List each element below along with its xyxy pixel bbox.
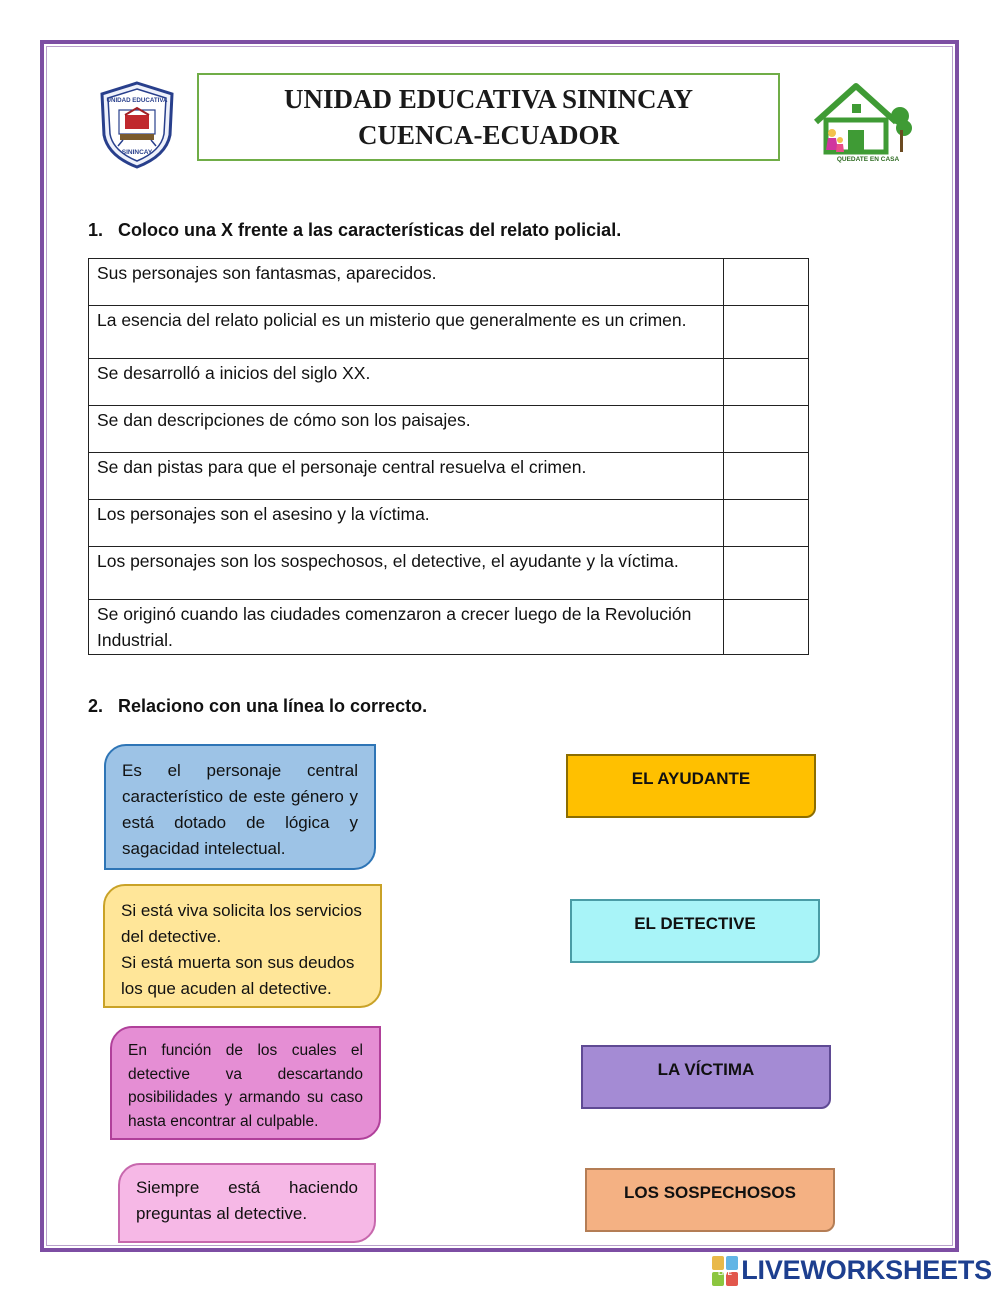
school-title-box: [197, 73, 780, 161]
answer-box-sospechosos[interactable]: [585, 1168, 835, 1232]
description-text: Si está viva solicita los servicios del detective.: [121, 901, 362, 946]
table-row: [89, 306, 809, 359]
table-row: [89, 547, 809, 600]
description-box[interactable]: [110, 1026, 381, 1140]
school-location: CUENCA-ECUADOR: [358, 120, 619, 150]
liveworksheets-brand[interactable]: [712, 1255, 992, 1286]
mark-cell[interactable]: [724, 547, 809, 600]
crest-top-text: UNIDAD EDUCATIVA: [106, 97, 168, 104]
table-row: [89, 453, 809, 500]
answer-label: EL DETECTIVE: [634, 914, 756, 933]
liveworksheets-icon: [712, 1256, 738, 1286]
answer-box-victima[interactable]: [581, 1045, 831, 1109]
table-row: [89, 406, 809, 453]
characteristic-text: Se dan descripciones de cómo son los paisajes.: [89, 406, 724, 453]
description-text: Es el personaje central característico de este género y está dotado de lógica y sagacidad intelectual.: [122, 761, 358, 858]
description-box[interactable]: [118, 1163, 376, 1243]
answer-label: EL AYUDANTE: [631, 769, 751, 788]
table-row: [89, 600, 809, 655]
mark-cell[interactable]: [724, 453, 809, 500]
stay-home-caption: QUEDATE EN CASA: [836, 156, 900, 163]
mark-cell[interactable]: [724, 306, 809, 359]
description-box[interactable]: [103, 884, 382, 1008]
description-text: Si está muerta son sus deudos los que acuden al detective.: [121, 953, 355, 998]
characteristic-text: Se desarrolló a inicios del siglo XX.: [89, 359, 724, 406]
answer-box-ayudante[interactable]: [566, 754, 816, 818]
mark-cell[interactable]: [724, 259, 809, 306]
characteristic-text: Sus personajes son fantasmas, aparecidos.: [89, 259, 724, 306]
mark-cell[interactable]: [724, 500, 809, 547]
table-row: [89, 259, 809, 306]
characteristics-table: [88, 258, 809, 655]
question-2-prompt: Relaciono con una línea lo correcto.: [118, 696, 428, 716]
answer-label: LA VÍCTIMA: [657, 1060, 755, 1079]
mark-cell[interactable]: [724, 600, 809, 655]
question-2-number: 2.: [88, 696, 104, 716]
table-row: [89, 500, 809, 547]
characteristic-text: Se originó cuando las ciudades comenzaron a crecer luego de la Revolución Industrial.: [89, 600, 724, 655]
mark-cell[interactable]: [724, 359, 809, 406]
school-crest-logo: [96, 80, 178, 170]
characteristic-text: Los personajes son el asesino y la víctima.: [89, 500, 724, 547]
crest-bottom-text: SININCAY: [121, 149, 153, 156]
question-2-title: [88, 696, 427, 717]
question-1-prompt: Coloco una X frente a las características del relato policial.: [118, 220, 622, 240]
brand-icon-letters: LIVE: [718, 1269, 733, 1277]
school-name: UNIDAD EDUCATIVA SININCAY: [283, 84, 694, 114]
description-box[interactable]: [104, 744, 376, 870]
table-row: [89, 359, 809, 406]
description-text: En función de los cuales el detective va descartando posibilidades y armando su caso hasta encontrar al culpable.: [128, 1042, 363, 1130]
answer-label: LOS SOSPECHOSOS: [624, 1183, 796, 1202]
characteristic-text: Los personajes son los sospechosos, el detective, el ayudante y la víctima.: [89, 547, 724, 600]
question-1-title: [88, 220, 621, 241]
characteristic-text: La esencia del relato policial es un misterio que generalmente es un crimen.: [89, 306, 724, 359]
question-1-number: 1.: [88, 220, 104, 240]
brand-name: LIVEWORKSHEETS: [741, 1255, 992, 1285]
stay-home-logo: [812, 80, 912, 166]
description-text: Siempre está haciendo preguntas al detective.: [136, 1178, 358, 1223]
characteristic-text: Se dan pistas para que el personaje central resuelva el crimen.: [89, 453, 724, 500]
mark-cell[interactable]: [724, 406, 809, 453]
answer-box-detective[interactable]: [570, 899, 820, 963]
